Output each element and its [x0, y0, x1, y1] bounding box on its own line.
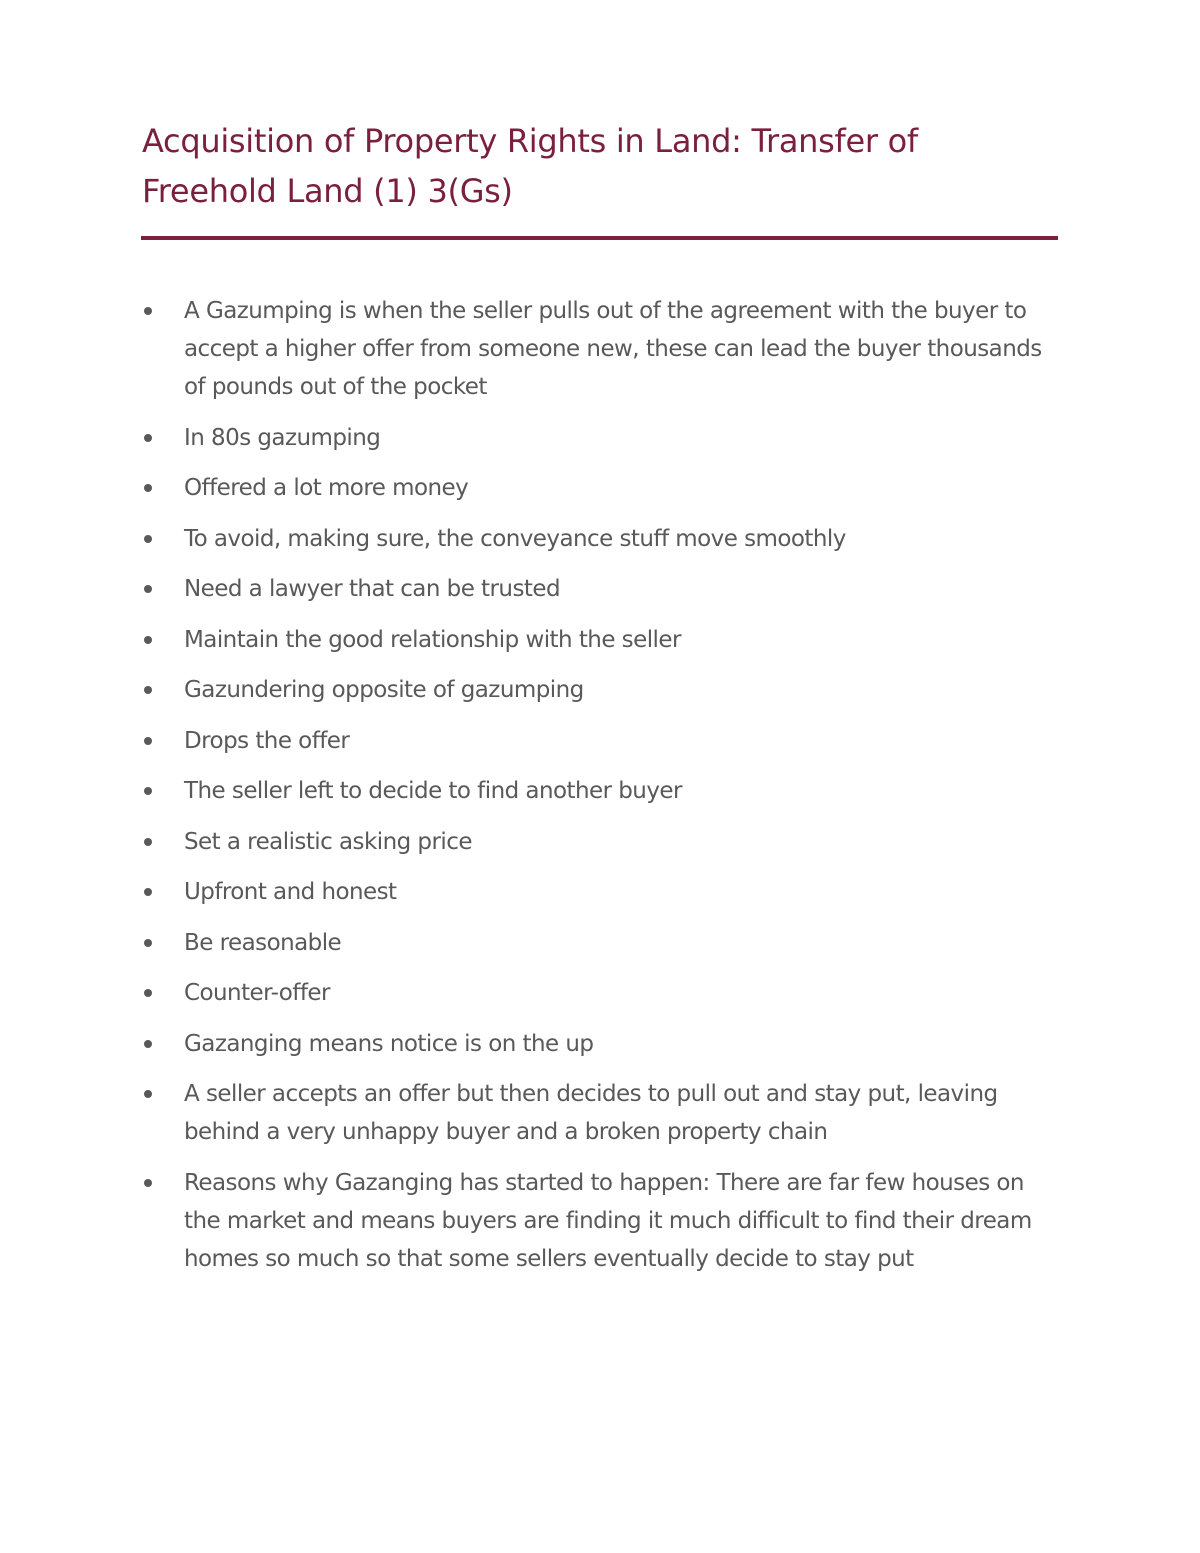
- list-item: [142, 772, 1057, 810]
- list-item: [142, 1164, 1057, 1278]
- bullet-dot-icon: [144, 787, 152, 795]
- list-item-text: Need a lawyer that can be trusted: [184, 576, 561, 602]
- list-item: [142, 292, 1057, 406]
- title-divider: [141, 236, 1058, 240]
- list-item-text: The seller left to decide to find another buyer: [184, 778, 682, 804]
- list-item-text: Counter-offer: [184, 980, 330, 1006]
- list-item-text: Upfront and honest: [184, 879, 397, 905]
- bullet-dot-icon: [144, 535, 152, 543]
- bullet-dot-icon: [144, 838, 152, 846]
- bullet-dot-icon: [144, 434, 152, 442]
- list-item: [142, 469, 1057, 507]
- bullet-dot-icon: [144, 636, 152, 644]
- list-item: [142, 419, 1057, 457]
- list-item: [142, 1075, 1057, 1151]
- bullet-dot-icon: [144, 686, 152, 694]
- bullet-dot-icon: [144, 939, 152, 947]
- list-item-text: Gazundering opposite of gazumping: [184, 677, 584, 703]
- page-title: Acquisition of Property Rights in Land: Transfer of Freehold Land (1) 3(Gs): [142, 122, 918, 210]
- list-item-text: Reasons why Gazanging has started to happen: There are far few houses on the market and means buyers are finding it much difficult to find their dream homes so much so that some sellers eventually decide to stay put: [184, 1169, 1032, 1272]
- list-item: [142, 974, 1057, 1012]
- bullet-dot-icon: [144, 484, 152, 492]
- list-item: [142, 621, 1057, 659]
- list-item: [142, 671, 1057, 709]
- bullet-dot-icon: [144, 1040, 152, 1048]
- bullet-dot-icon: [144, 888, 152, 896]
- list-item-text: Be reasonable: [184, 929, 342, 956]
- list-item: [142, 1025, 1057, 1063]
- bullet-dot-icon: [144, 1179, 152, 1187]
- bullet-dot-icon: [144, 585, 152, 593]
- list-item: [142, 823, 1057, 861]
- list-item: [142, 924, 1057, 962]
- list-item-text: Maintain the good relationship with the seller: [184, 626, 681, 653]
- list-item-text: A seller accepts an offer but then decides to pull out and stay put, leaving behind a very unhappy buyer and a broken property chain: [184, 1081, 998, 1145]
- bullet-dot-icon: [144, 989, 152, 997]
- list-item-text: Drops the offer: [184, 727, 350, 754]
- list-item-text: To avoid, making sure, the conveyance stuff move smoothly: [184, 525, 846, 552]
- list-item-text: Gazanging means notice is on the up: [184, 1030, 594, 1057]
- list-item-text: A Gazumping is when the seller pulls out of the agreement with the buyer to accept a higher offer from someone new, these can lead the buyer thousands of pounds out of the pocket: [184, 298, 1042, 400]
- list-item-text: Offered a lot more money: [184, 475, 469, 501]
- bullet-dot-icon: [144, 737, 152, 745]
- bullet-list: [142, 292, 1057, 1290]
- list-item-text: In 80s gazumping: [184, 424, 381, 451]
- bullet-dot-icon: [144, 1090, 152, 1098]
- list-item: [142, 520, 1057, 558]
- bullet-dot-icon: [144, 307, 152, 315]
- list-item: [142, 570, 1057, 608]
- list-item-text: Set a realistic asking price: [184, 828, 472, 855]
- list-item: [142, 873, 1057, 911]
- list-item: [142, 722, 1057, 760]
